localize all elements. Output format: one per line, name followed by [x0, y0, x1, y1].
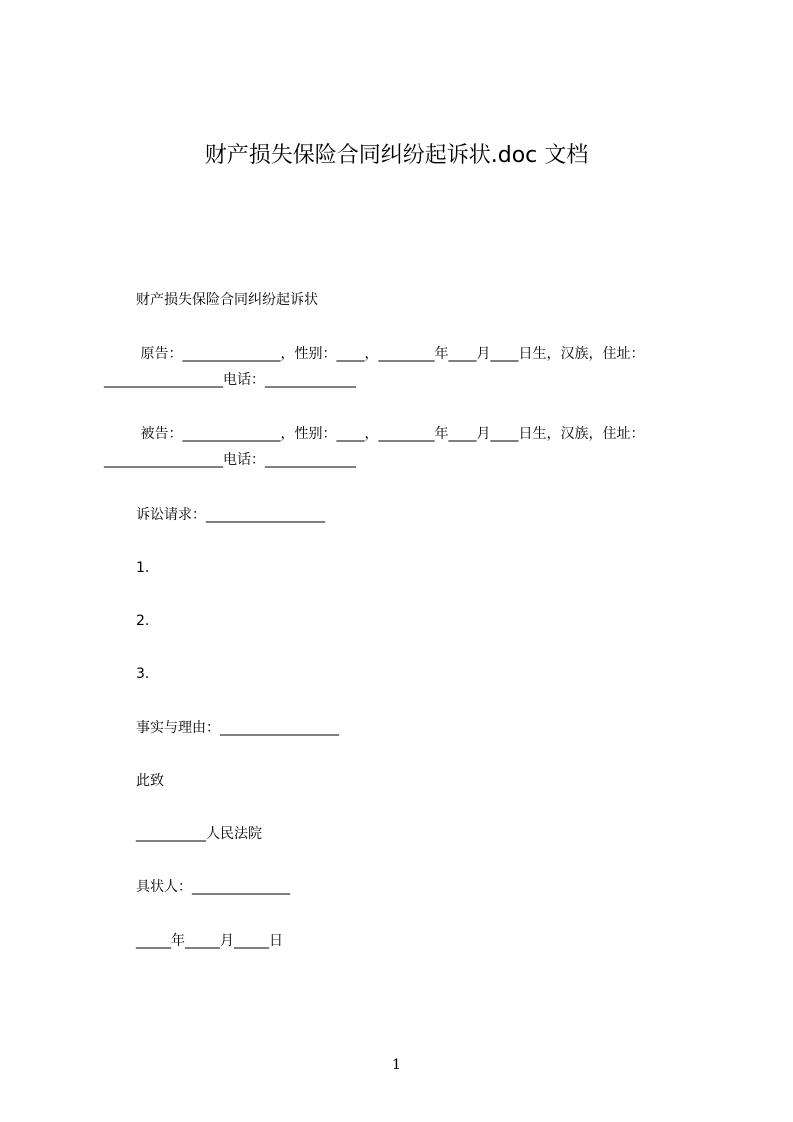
claim-item-1: 1.	[136, 560, 150, 576]
claim-item-2: 2.	[136, 613, 150, 629]
page-title: 财产损失保险合同纠纷起诉状.doc 文档	[204, 143, 589, 168]
claim-item-3: 3.	[136, 666, 150, 682]
document-subtitle: 财产损失保险合同纠纷起诉状	[136, 292, 318, 308]
court-name: __________人民法院	[136, 826, 262, 842]
signer: 具状人：______________	[136, 879, 290, 895]
defendant-line-1: 被告：______________，性别：____，________年____月____日生，汉族，住址：	[136, 426, 645, 442]
claims-label: 诉讼请求：_________________	[136, 507, 325, 523]
plaintiff-line-1: 原告：______________，性别：____，________年____月____日生，汉族，住址：	[136, 346, 645, 362]
facts-label: 事实与理由：_________________	[136, 720, 339, 736]
plaintiff-line-2: _________________电话：_____________	[104, 372, 356, 388]
sign-date: _____年_____月_____日	[136, 933, 283, 949]
page-number: 1	[392, 1057, 401, 1073]
salutation: 此致	[136, 773, 164, 789]
defendant-line-2: _________________电话：_____________	[104, 452, 356, 468]
